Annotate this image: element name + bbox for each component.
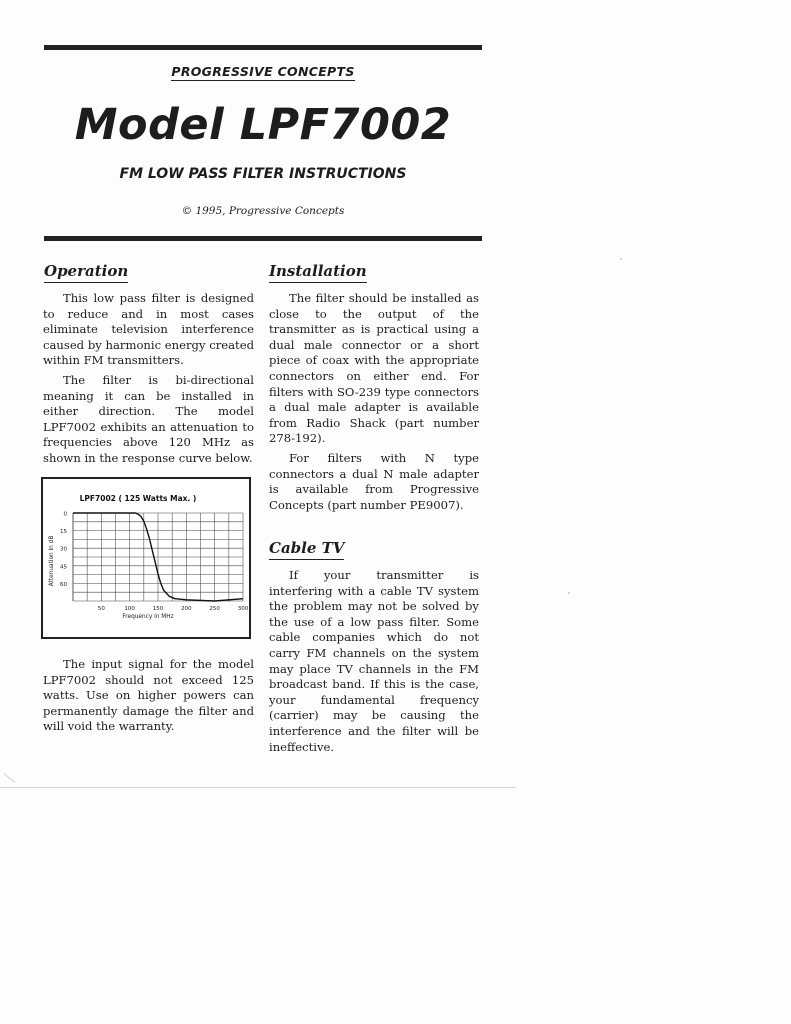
y-tick-label: 30 [60,546,67,553]
x-tick-label: 100 [124,606,135,612]
chart-title: LPF7002 ( 125 Watts Max. ) [79,494,197,503]
cable-tv-paragraph: If your transmitter is interfering with a cable TV system the problem may not be solved by the use of a low pass filter. Some cable companies which do not carry FM channels on the system may place TV channels in the FM broadcast band. If this is the case, your fundamental frequency (carrier) may be causing the interference and the filter will be ineffective. [269,568,479,754]
y-tick-label: 60 [60,581,67,588]
section-rule [44,236,482,241]
response-curve-svg [43,479,249,637]
x-tick-label: 300 [237,606,249,612]
scan-speck [620,258,622,260]
installation-heading: Installation [269,262,367,283]
x-axis-label: Frequency in MHz [122,614,174,620]
operation-paragraph-2: The filter is bi-directional meaning it can be installed in either direction. The model LPF7002 exhibits an attenuation to frequencies above 120 MHz as shown in the response curve below. [43,373,254,465]
y-tick-label: 15 [60,529,67,536]
cable-tv-heading: Cable TV [269,539,344,560]
model-title: Model LPF7002 [74,100,452,150]
top-rule [44,45,482,50]
installation-paragraph-2: For filters with N type connectors a dual N male adapter is available from Progressive Concepts (part number PE9007). [269,451,479,512]
copyright-notice: © 1995, Progressive Concepts [181,205,345,217]
x-tick-label: 250 [209,606,220,612]
page-edge-mark [4,773,15,783]
response-curve-chart [41,477,251,639]
y-axis-label: Attenuation in dB [49,535,55,587]
scan-speck [568,592,570,594]
x-tick-label: 200 [181,606,192,612]
document-subtitle: FM LOW PASS FILTER INSTRUCTIONS [119,166,407,182]
y-tick-label: 45 [60,564,67,571]
x-tick-label: 50 [97,606,105,612]
x-tick-label: 150 [152,606,164,612]
operation-paragraph-3: The input signal for the model LPF7002 should not exceed 125 watts. Use on higher powers can permanently damage the filter and will void the warranty. [43,657,254,734]
operation-heading: Operation [44,262,128,283]
operation-paragraph-1: This low pass filter is designed to reduce and in most cases eliminate television interference caused by harmonic energy created within FM transmitters. [43,291,254,368]
installation-paragraph-1: The filter should be installed as close to the output of the transmitter as is practical using a dual male connector or a short piece of coax with the appropriate connectors on either end. For filters with SO-239 type connectors a dual male adapter is available from Radio Shack (part number 278-192). [269,291,479,446]
page-edge-line [0,787,516,788]
y-tick-label: 0 [63,511,67,518]
brand-name: PROGRESSIVE CONCEPTS [171,64,355,79]
